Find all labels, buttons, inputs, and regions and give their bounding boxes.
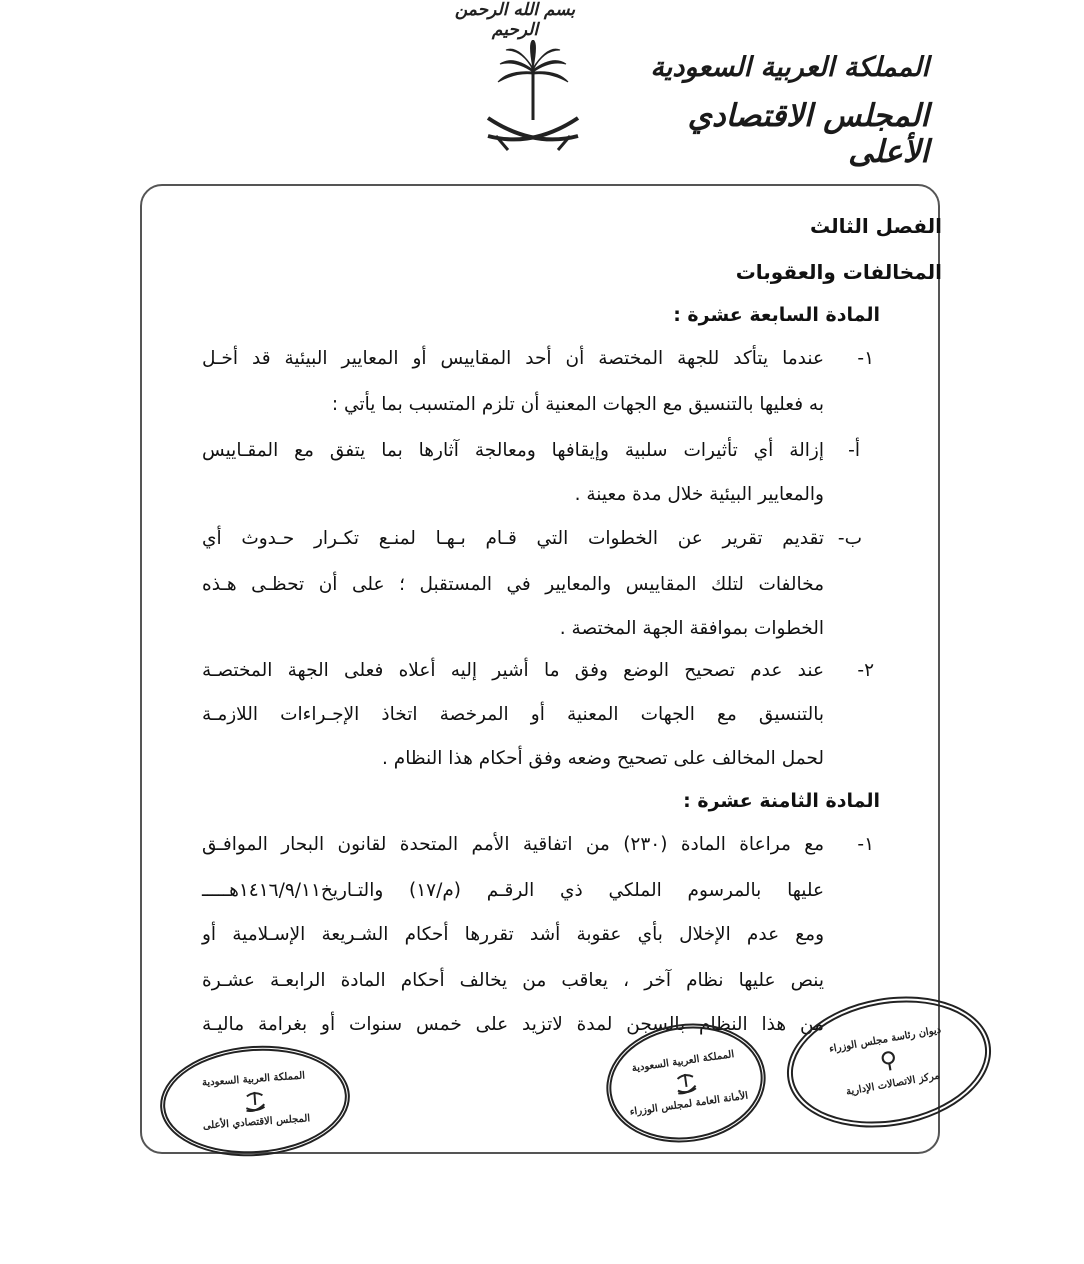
stamp-text: ديوان رئاسة مجلس الوزراء (828, 1024, 942, 1056)
article-17-heading: المادة السابعة عشرة : (673, 304, 880, 326)
list-number: ١- (857, 348, 874, 369)
paragraph-line: مع مراعاة المادة (٢٣٠) من اتفاقية الأمم المتحدة لقانون البحار الموافـق (202, 834, 824, 855)
country-title: المملكة العربية السعودية (650, 52, 929, 83)
paragraph-line: مخالفات لتلك المقاييس والمعايير في المستقبل ؛ على أن تحظـى هـذه (202, 574, 824, 595)
emblem-icon (241, 1087, 269, 1115)
list-number: ١- (857, 834, 874, 855)
paragraph-line: لحمل المخالف على تصحيح وضعه وفق أحكام هذا النظام . (382, 748, 824, 769)
paragraph-line: والمعايير البيئية خلال مدة معينة . (574, 484, 824, 505)
paragraph-line: بالتنسيق مع الجهات المعنية أو المرخصة اتخاذ الإجـراءات اللازمـة (202, 704, 824, 725)
chapter-subtitle: المخالفات والعقوبات (735, 260, 942, 284)
paragraph-line: عند عدم تصحيح الوضع وفق ما أشير إليه أعلاه فعلى الجهة المختصـة (202, 660, 824, 681)
list-number: ٢- (857, 660, 874, 681)
paragraph-line: الخطوات بموافقة الجهة المختصة . (559, 618, 824, 639)
paragraph-line: من هذا النظام بالسجن لمدة لاتزيد على خمس سنوات أو بغرامة ماليـة (202, 1014, 824, 1035)
emblem-icon (873, 1046, 905, 1078)
chapter-title: الفصل الثالث (809, 214, 942, 238)
council-title: المجلس الاقتصادي الأعلى (687, 98, 929, 170)
document-frame (140, 184, 940, 1154)
list-letter: أ- (848, 440, 860, 461)
stamp-text: المجلس الاقتصادي الأعلى (202, 1113, 311, 1132)
stamp-text: المملكة العربية السعودية (201, 1070, 306, 1089)
paragraph-line: به فعليها بالتنسيق مع الجهات المعنية أن تلزم المتسبب بما يأتي : (331, 394, 824, 415)
paragraph-line: ينص عليها نظام آخر ، يعاقب من يخالف أحكام المادة الرابعـة عشـرة (202, 970, 824, 991)
article-18-heading: المادة الثامنة عشرة : (683, 790, 880, 812)
paragraph-line: ومع عدم الإخلال بأي عقوبة أشد تقررها أحكام الشـريعة الإسـلامية أو (202, 924, 824, 945)
stamp-text: المملكة العربية السعودية (631, 1049, 735, 1075)
stamp-text: مركز الاتصالات الإدارية (845, 1070, 941, 1098)
paragraph-line: إزالة أي تأثيرات سلبية وإيقافها ومعالجة آثارها بما يتفق مع المقـاييس (202, 440, 824, 461)
stamp-text: الأمانة العامة لمجلس الوزراء (629, 1090, 749, 1119)
paragraph-line: عليها بالمرسوم الملكي ذي الرقـم (م/١٧) والتـاريخ١٤١٦/٩/١١هـــــ (202, 880, 824, 901)
paragraph-line: عندما يتأكد للجهة المختصة أن أحد المقاييس أو المعايير البيئية قد أخـل (202, 348, 824, 369)
paragraph-line: تقديم تقرير عن الخطوات التي قـام بـهـا لمنـع تكـرار حـدوث أي (202, 528, 824, 549)
emblem-icon (671, 1068, 700, 1097)
list-letter: ب- (837, 528, 862, 549)
palm-and-swords-emblem-icon (478, 40, 588, 160)
basmala: بسم الله الرحمن الرحيم (454, 0, 576, 40)
